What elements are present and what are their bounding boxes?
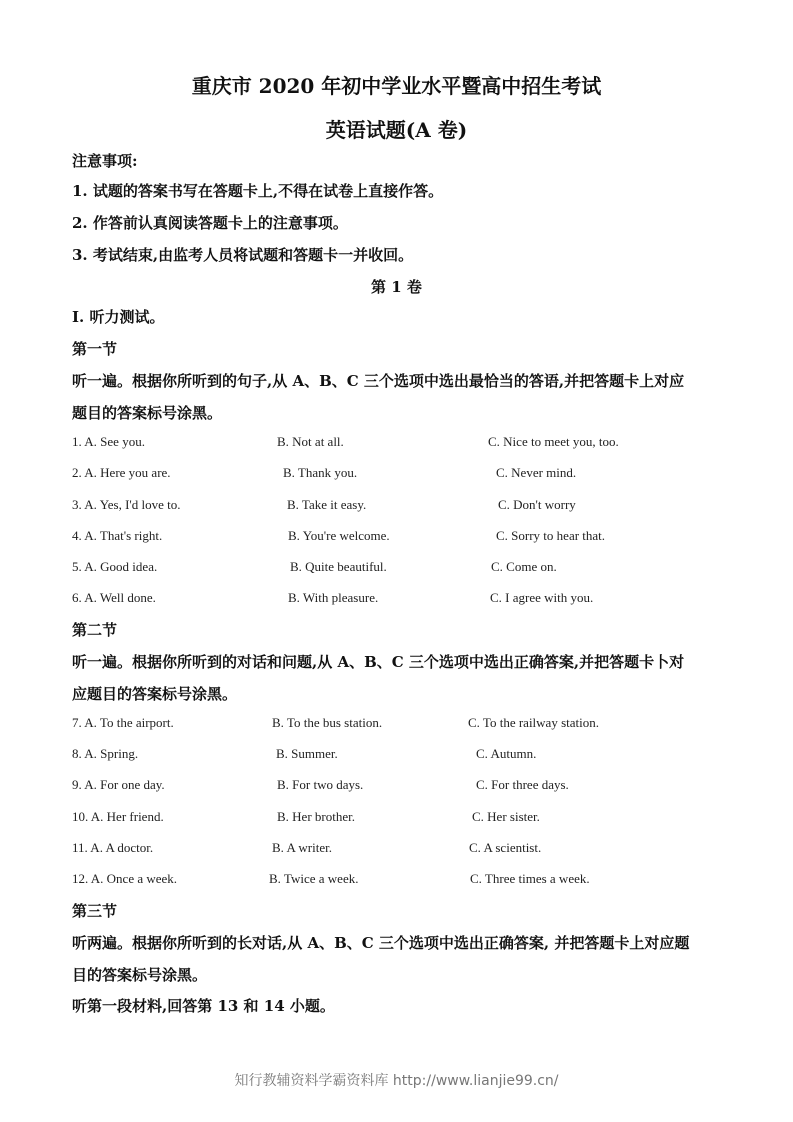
- note-item-3: 3. 考试结束,由监考人员将试题和答题卡一并收回。: [72, 246, 414, 264]
- option-a: 11. A. A doctor.: [72, 840, 154, 855]
- option-a: 1. A. See you.: [72, 434, 145, 449]
- section2-instruction-cont: 应题目的答案标号涂黑。: [72, 685, 238, 703]
- option-a: 2. A. Here you are.: [72, 465, 171, 480]
- option-c: C. For three days.: [476, 777, 569, 792]
- option-a: 10. A. Her friend.: [72, 809, 164, 824]
- section3-material-prompt: 听第一段材料,回答第 13 和 14 小题。: [72, 997, 335, 1015]
- option-b: B. Not at all.: [277, 434, 344, 449]
- option-b: B. You're welcome.: [288, 528, 390, 543]
- option-c: C. Never mind.: [496, 465, 577, 480]
- option-c: C. Her sister.: [472, 809, 540, 824]
- option-a: 5. A. Good idea.: [72, 559, 158, 574]
- option-b: B. For two days.: [277, 777, 364, 792]
- option-b: B. Take it easy.: [287, 497, 367, 512]
- section3-title: 第三节: [72, 902, 118, 920]
- section2-title: 第二节: [72, 621, 118, 639]
- option-b: B. With pleasure.: [288, 590, 379, 605]
- option-a: 3. A. Yes, I'd love to.: [72, 497, 181, 512]
- option-c: C. Sorry to hear that.: [496, 528, 606, 543]
- footer-watermark: 知行教辅资料学霸资料库 http://www.lianjie99.cn/: [234, 1073, 559, 1089]
- option-a: 7. A. To the airport.: [72, 715, 174, 730]
- section3-instruction-cont: 目的答案标号涂黑。: [72, 966, 208, 984]
- note-item-1: 1. 试题的答案书写在答题卡上,不得在试卷上直接作答。: [72, 182, 444, 200]
- option-a: 9. A. For one day.: [72, 777, 165, 792]
- volume-label: 第 1 卷: [371, 278, 422, 296]
- option-c: C. Come on.: [491, 559, 557, 574]
- option-c: C. Don't worry: [498, 497, 576, 512]
- option-b: B. A writer.: [272, 840, 332, 855]
- option-b: B. To the bus station.: [272, 715, 383, 730]
- option-a: 8. A. Spring.: [72, 746, 139, 761]
- part1-heading: I. 听力测试。: [72, 308, 165, 326]
- option-b: B. Thank you.: [283, 465, 358, 480]
- option-c: C. A scientist.: [469, 840, 542, 855]
- option-c: C. To the railway station.: [468, 715, 599, 730]
- section2-instruction: 听一遍。根据你所听到的对话和问题,从 A、B、C 三个选项中选出正确答案,并把答题卡卜对: [72, 653, 685, 671]
- option-a: 12. A. Once a week.: [72, 871, 178, 886]
- option-b: B. Her brother.: [277, 809, 355, 824]
- option-b: B. Twice a week.: [269, 871, 359, 886]
- option-b: B. Summer.: [276, 746, 338, 761]
- option-a: 4. A. That's right.: [72, 528, 163, 543]
- option-c: C. Autumn.: [476, 746, 537, 761]
- option-c: C. Nice to meet you, too.: [488, 434, 619, 449]
- section1-instruction-cont: 题目的答案标号涂黑。: [72, 404, 223, 422]
- option-b: B. Quite beautiful.: [290, 559, 387, 574]
- note-item-2: 2. 作答前认真阅读答题卡上的注意事项。: [72, 214, 348, 232]
- option-c: C. Three times a week.: [470, 871, 590, 886]
- notes-heading: 注意事项:: [72, 152, 138, 170]
- exam-subtitle: 英语试题(A 卷): [325, 118, 468, 142]
- option-c: C. I agree with you.: [490, 590, 594, 605]
- section1-title: 第一节: [72, 340, 118, 358]
- section1-instruction: 听一遍。根据你所听到的句子,从 A、B、C 三个选项中选出最恰当的答语,并把答题卡上对应: [72, 372, 685, 390]
- section3-instruction: 听两遍。根据你所听到的长对话,从 A、B、C 三个选项中选出正确答案, 并把答题卡上对应题: [72, 934, 690, 952]
- option-a: 6. A. Well done.: [72, 590, 156, 605]
- exam-title: 重庆市 2020 年初中学业水平暨高中招生考试: [191, 74, 602, 98]
